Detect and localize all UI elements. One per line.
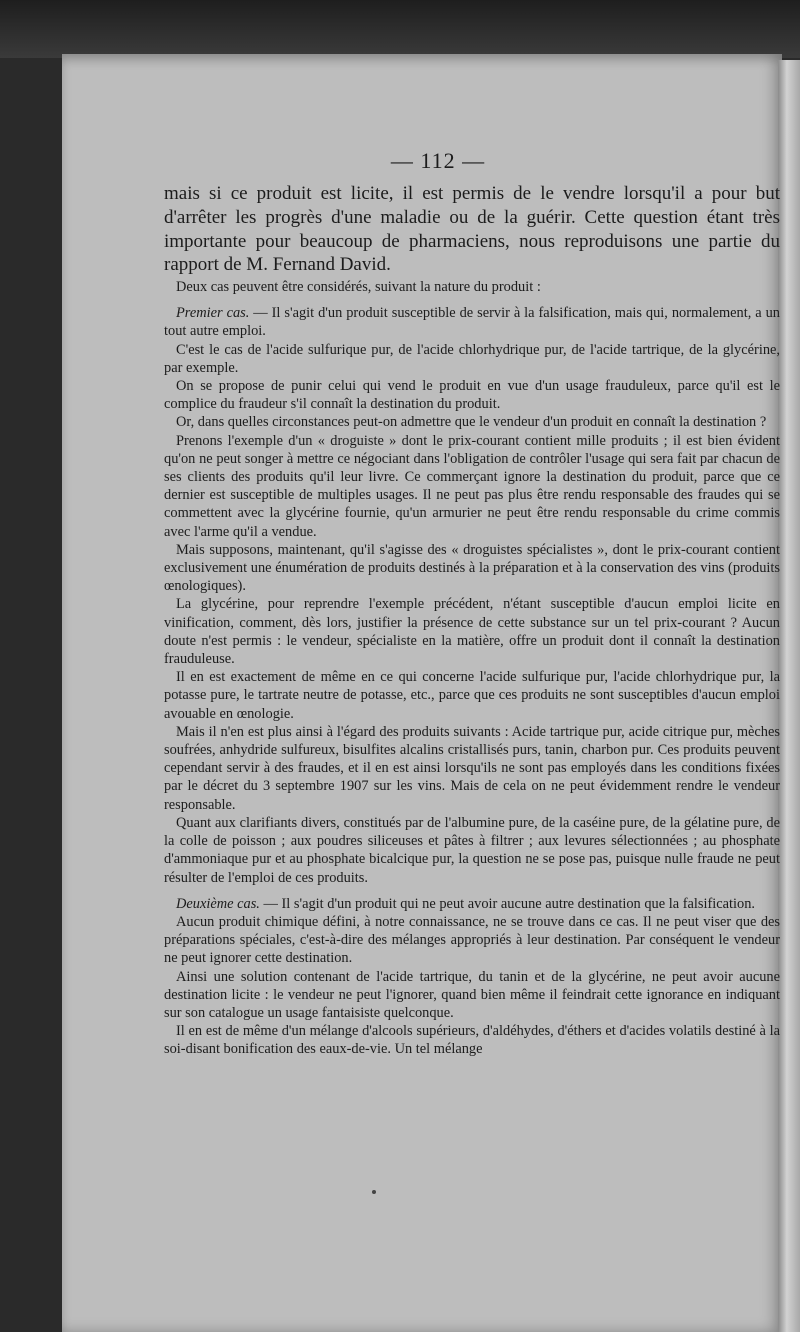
page-number: — 112 — bbox=[390, 148, 486, 173]
paragraph: Ainsi une solution contenant de l'acide tartrique, du tanin et de la glycérine, ne peut avoir aucune destination licite : le vendeur ne peut l'ignorer, quand bien même il feindrait cette ignorance en indiquant sur son catalogue un usage fantaisiste quelconque. bbox=[164, 968, 780, 1021]
ink-speck bbox=[372, 1190, 376, 1194]
first-case-paragraph bbox=[164, 304, 780, 340]
report-excerpt bbox=[164, 278, 780, 1059]
paragraph: Il en est de même d'un mélange d'alcools supérieurs, d'aldéhydes, d'éthers et d'acides volatils destiné à la soi-disant bonification des eaux-de-vie. Un tel mélange bbox=[164, 1023, 780, 1058]
second-case-paragraph bbox=[164, 895, 780, 913]
scan-background bbox=[0, 0, 800, 58]
second-case-text: — Il s'agit d'un produit qui ne peut avoir aucune autre destination que la falsification. bbox=[259, 895, 756, 912]
paragraph: Aucun produit chimique défini, à notre connaissance, ne se trouve dans ce cas. Il ne peut viser que des préparations spéciales, c'est-à-dire des mélanges appropriés à leur destination. Par conséquent le vendeur ne peut ignorer cette destination. bbox=[164, 913, 780, 967]
first-case-text: — Il s'agit d'un produit susceptible de servir à la falsification, mais qui, normalement, a un tout autre emploi. bbox=[164, 305, 781, 340]
second-case-label: Deuxième cas. bbox=[176, 895, 260, 912]
page-edge bbox=[778, 60, 800, 1332]
paragraph: Prenons l'exemple d'un « droguiste » dont le prix-courant contient mille produits ; il est bien évident qu'on ne peut songer à mettre ce négociant dans l'obligation de contrôler l'usage qui sera fait par chacun de ses clients des produits qu'il leur livre. Ce commerçant ignore la destination du produit, parce que ce dernier est susceptible de multiples usages. Il ne peut pas plus être rendu responsable des fraudes qui se commettent avec la glycérine fournie, qu'un armurier ne peut être rendu responsable du crime commis avec l'arme qu'il a vendue. bbox=[164, 432, 780, 540]
paragraph: Il en est exactement de même en ce qui concerne l'acide sulfurique pur, l'acide chlorhydrique pur, la potasse pure, le tartrate neutre de potasse, etc., parce que ces produits ne sont susceptibles d'aucun emploi avouable en œnologie. bbox=[164, 669, 780, 722]
paragraph: Or, dans quelles circonstances peut-on admettre que le vendeur d'un produit en connaît la destination ? bbox=[176, 414, 767, 431]
intro-paragraph: Deux cas peuvent être considérés, suivant la nature du produit : bbox=[176, 279, 541, 295]
first-case-label: Premier cas. bbox=[176, 305, 250, 322]
paragraph: C'est le cas de l'acide sulfurique pur, de l'acide chlorhydrique pur, de l'acide tartrique, de la glycérine, par exemple. bbox=[164, 341, 780, 376]
paragraph: Mais supposons, maintenant, qu'il s'agisse des « droguistes spécialistes », dont le prix-courant contient exclusivement une énumération de produits destinés à la préparation et à la conservation des vins (produits œnologiques). bbox=[164, 541, 780, 595]
paragraph: On se propose de punir celui qui vend le produit en vue d'un usage frauduleux, parce qu'il est le complice du fraudeur s'il connaît la destination du produit. bbox=[164, 378, 780, 413]
paragraph: Mais il n'en est plus ainsi à l'égard des produits suivants : Acide tartrique pur, acide citrique pur, mèches soufrées, anhydride sulfureux, bisulfites alcalins cristallisés purs, tanin, charbon pur. Ces produits peuvent cependant servir à des fraudes, et il en est ainsi lorsqu'ils ne sont pas employés dans les conditions fixées par le décret du 3 septembre 1907 sur les vins. Mais de cela on ne peut évidemment rendre le vendeur responsable. bbox=[164, 723, 780, 813]
lead-paragraph: mais si ce produit est licite, il est permis de le vendre lorsqu'il a pour but d'arrêter les progrès d'une maladie ou de la guérir. Cette question étant très importante pour beaucoup de pharmaciens, nous reproduisons une partie du rapport de M. Fernand David. bbox=[164, 183, 780, 276]
paragraph: Quant aux clarifiants divers, constitués par de l'albumine pure, de la caséine pure, de la gélatine pure, de la colle de poisson ; aux poudres siliceuses et pâtes à filtrer ; aux levures sélectionnées ; au phosphate d'ammoniaque pur et au phosphate bicalcique pur, la question ne se pose pas, puisque nulle fraude ne peut résulter de l'emploi de ces produits. bbox=[164, 814, 780, 886]
paragraph: La glycérine, pour reprendre l'exemple précédent, n'étant susceptible d'aucun emploi licite en vinification, comment, dès lors, justifier la présence de cette substance sur un tel prix-courant ? Aucun doute n'est permis : le vendeur, spécialiste en la matière, offre un produit dont il connaît la destination frauduleuse. bbox=[164, 596, 780, 668]
